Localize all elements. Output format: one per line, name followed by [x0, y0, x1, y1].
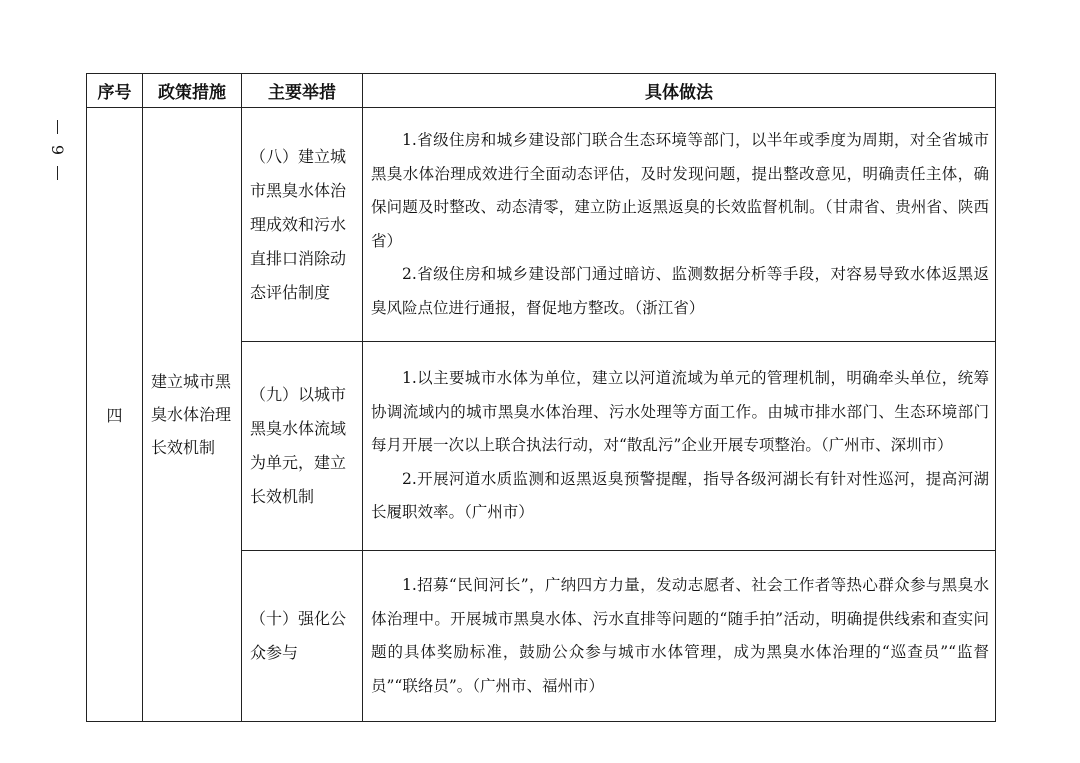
detail-cell: [363, 108, 996, 342]
page-number-dash-bottom: [57, 166, 58, 180]
main-measure-cell: （十）强化公众参与: [242, 551, 363, 722]
page-number-text: 9: [48, 144, 67, 156]
main-measure-cell: （九）以城市黑臭水体流域为单元，建立长效机制: [242, 342, 363, 551]
seq-cell: 四: [87, 108, 143, 722]
detail-paragraph: 2.开展河道水质监测和返黑返臭预警提醒，指导各级河湖长有针对性巡河，提高河湖长履职效率。（广州市）: [371, 469, 989, 522]
header-seq: 序号: [87, 74, 143, 108]
detail-paragraph: 2.省级住房和城乡建设部门通过暗访、监测数据分析等手段，对容易导致水体返黑返臭风险点位进行通报，督促地方整改。（浙江省）: [371, 265, 989, 317]
detail-paragraph: 1.以主要城市水体为单位，建立以河道流域为单元的管理机制，明确牵头单位，统筹协调流域内的城市黑臭水体治理、污水处理等方面工作。由城市排水部门、生态环境部门每月开展一次以上联合执法行动，对“散乱污”企业开展专项整治。（广州市、深圳市）: [371, 369, 989, 455]
header-main: 主要举措: [242, 74, 363, 108]
policy-cell: 建立城市黑臭水体治理长效机制: [143, 108, 242, 722]
detail-cell: [363, 551, 996, 722]
main-measure-cell: （八）建立城市黑臭水体治理成效和污水直排口消除动态评估制度: [242, 108, 363, 342]
header-policy: 政策措施: [143, 74, 242, 108]
policy-table: [86, 73, 996, 722]
table-header-row: [87, 74, 996, 108]
header-detail: 具体做法: [363, 74, 996, 108]
table-row: [87, 108, 996, 342]
page-number-dash-top: [57, 120, 58, 134]
detail-cell: [363, 342, 996, 551]
page-number: [46, 120, 68, 180]
detail-paragraph: 1.省级住房和城乡建设部门联合生态环境等部门，以半年或季度为周期，对全省城市黑臭水体治理成效进行全面动态评估，及时发现问题，提出整改意见，明确责任主体，确保问题及时整改、动态清零，建立防止返黑返臭的长效监督机制。（甘肃省、贵州省、陕西省）: [371, 131, 989, 250]
detail-paragraph: 1.招募“民间河长”，广纳四方力量，发动志愿者、社会工作者等热心群众参与黑臭水体治理中。开展城市黑臭水体、污水直排等问题的“随手拍”活动，明确提供线索和查实问题的具体奖励标准，鼓励公众参与城市水体管理，成为黑臭水体治理的“巡查员”“监督员”“联络员”。（广州市、福州市）: [371, 576, 989, 695]
